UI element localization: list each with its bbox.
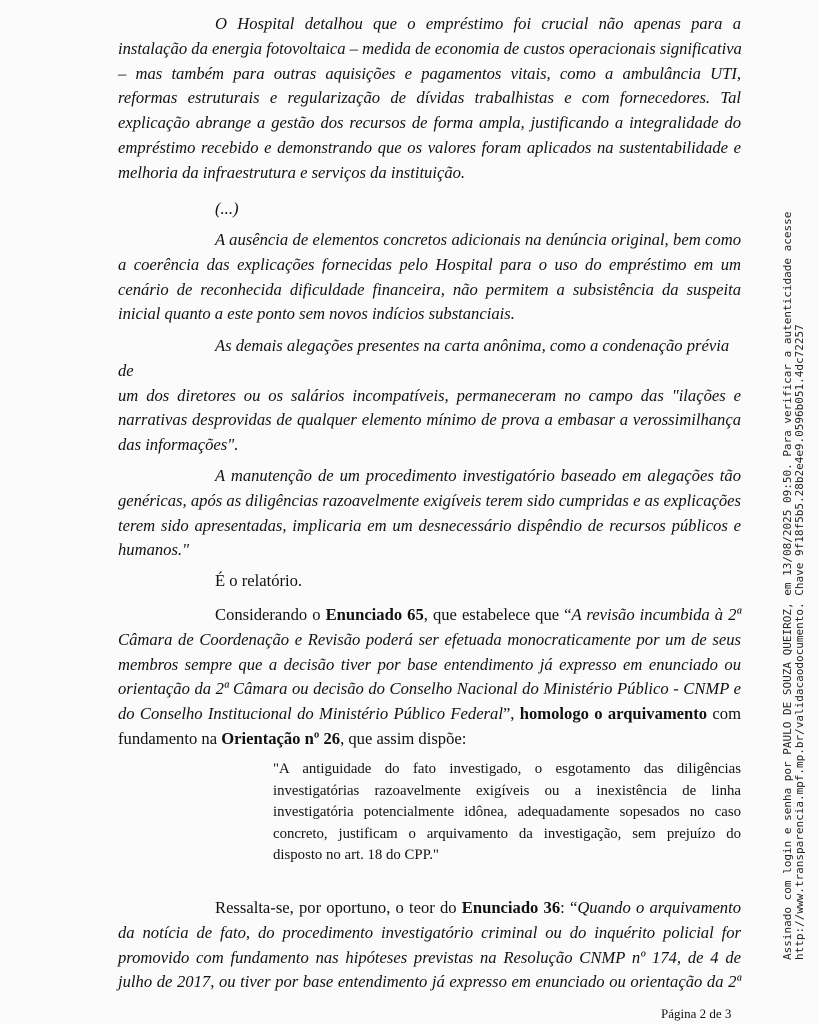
- orientacao-26-ref: Orientação nº 26: [221, 728, 341, 748]
- paragraph-maintenance: [118, 464, 741, 563]
- text-line: julho de 2017, ou tiver por base entendimento já expresso em enunciado ou orientação da 2ª: [118, 972, 741, 992]
- text-line: As demais alegações presentes na carta anônima, como a condenação prévia: [215, 336, 730, 355]
- text-run: : “: [560, 898, 578, 917]
- text-line: [118, 896, 741, 921]
- text-line: Câmara de Coordenação e Revisão poderá ser efetuada monocraticamente por um de seus: [118, 629, 741, 649]
- report-statement: [118, 569, 741, 594]
- text-run: fundamento na: [118, 728, 222, 748]
- text-line: inicial quanto a este ponto sem novos indícios substanciais.: [118, 304, 515, 324]
- text-line: reformas estruturais e regularização de dívidas trabalhistas e com fornecedores. Tal: [118, 88, 741, 108]
- text-run: ”,: [502, 704, 520, 724]
- quote-line: concreto, justificam o arquivamento da investigação, sem prejuízo do: [273, 825, 741, 842]
- text-line: narrativas desprovidas de qualquer elemento mínimo de prova a embasar a verossimilhança: [118, 410, 741, 430]
- text-line: melhoria da infraestrutura e serviços da instituição.: [118, 162, 466, 182]
- text-run: do Conselho Institucional do Ministério Público Federal: [118, 704, 503, 724]
- verification-url-line[interactable]: http://www.transparencia.mpf.mp.br/validacaodocumento. Chave 9f18f5b5.28b2e4e9.0596b051.4dc72257: [793, 324, 806, 960]
- ellipsis: [118, 197, 741, 222]
- text-line: A manutenção de um procedimento investigatório baseado em alegações tão: [215, 466, 741, 485]
- text-line: [118, 727, 741, 752]
- paragraph-enunciado-65: [118, 603, 741, 752]
- text-line: a coerência das explicações fornecidas pelo Hospital para o uso do empréstimo em um: [118, 254, 741, 274]
- signature-verification-note: [782, 212, 806, 960]
- text-line: terem sido apresentadas, implicaria em um desnecessário dispêndio de recursos públicos e: [118, 515, 741, 535]
- text-line: cenário de reconhecida dificuldade financeira, não permitem a subsistência da suspeita: [118, 279, 741, 299]
- text-line: humanos.": [118, 540, 190, 560]
- text-line: A ausência de elementos concretos adicionais na denúncia original, bem como: [215, 230, 741, 249]
- text-line: da notícia de fato, do procedimento investigatório criminal ou do inquérito policial for: [118, 922, 741, 942]
- paragraph-absence-elements: [118, 228, 741, 327]
- report-text: É o relatório.: [215, 571, 303, 590]
- quote-line: "A antiguidade do fato investigado, o esgotamento das diligências: [273, 761, 741, 777]
- text-line: explicação abrange a gestão dos recursos de forma ampla, justificando a integralidade do: [118, 113, 741, 133]
- page-number: Página 2 de 3: [661, 1006, 732, 1021]
- text-line: um dos diretores ou os salários incompatíveis, permaneceram no campo das "ilações e: [118, 385, 741, 405]
- text-line: [118, 702, 741, 727]
- enunciado-65-ref: Enunciado 65: [325, 605, 424, 624]
- homologation-statement: homologo o arquivamento: [519, 704, 708, 724]
- text-line: membros sempre que a decisão tiver por base entendimento já expresso em enunciado ou: [118, 654, 741, 674]
- block-quote: [273, 759, 741, 867]
- text-line: empréstimo recebido e demonstrando que os valores foram aplicados na sustentabilidade e: [118, 137, 741, 157]
- text-line: O Hospital detalhou que o empréstimo foi crucial não apenas para a: [215, 14, 741, 33]
- signature-line: Assinado com login e senha por PAULO DE SOUZA QUEIROZ, em 13/08/2025 09:50. Para verificar a autenticidade acesse: [781, 211, 794, 960]
- ellipsis-text: (...): [215, 199, 239, 218]
- paragraph-hospital-loan: [118, 12, 741, 186]
- text-run: com: [707, 704, 741, 724]
- quote-line: investigatória potencialmente idônea, adequadamente sopesados no caso: [273, 804, 741, 820]
- quote-line: disposto no art. 18 do CPP.": [273, 847, 439, 863]
- text-run: Quando o arquivamento: [577, 898, 742, 917]
- text-run: Ressalta-se, por oportuno, o teor do: [215, 898, 462, 917]
- text-line: das informações".: [118, 435, 239, 455]
- text-run: Considerando o: [215, 605, 326, 624]
- text-run: , que estabelece que “: [423, 605, 572, 624]
- text-line: de: [118, 360, 134, 380]
- text-line: [118, 603, 741, 628]
- enunciado-36-ref: Enunciado 36: [461, 898, 561, 917]
- paragraph-enunciado-36: [118, 896, 741, 995]
- text-run: , que assim dispõe:: [340, 728, 467, 748]
- quote-line: investigatórias razoavelmente exigíveis ou a inexistência de linha: [273, 782, 741, 799]
- paragraph-other-allegations: [118, 334, 741, 458]
- text-line: orientação da 2ª Câmara ou decisão do Conselho Nacional do Ministério Público - CNMP e: [118, 679, 741, 699]
- text-run: A revisão incumbida à 2ª: [571, 605, 741, 624]
- text-line: promovido com fundamento nas hipóteses previstas na Resolução CNMP nº 174, de 4 de: [118, 947, 741, 967]
- text-line: genéricas, após as diligências razoavelmente exigíveis terem sido cumpridas e as explicações: [118, 490, 741, 510]
- text-line: – mas também para outras aquisições e pagamentos vitais, como a ambulância UTI,: [118, 63, 741, 83]
- text-line: instalação da energia fotovoltaica – medida de economia de custos operacionais significativa: [118, 38, 742, 58]
